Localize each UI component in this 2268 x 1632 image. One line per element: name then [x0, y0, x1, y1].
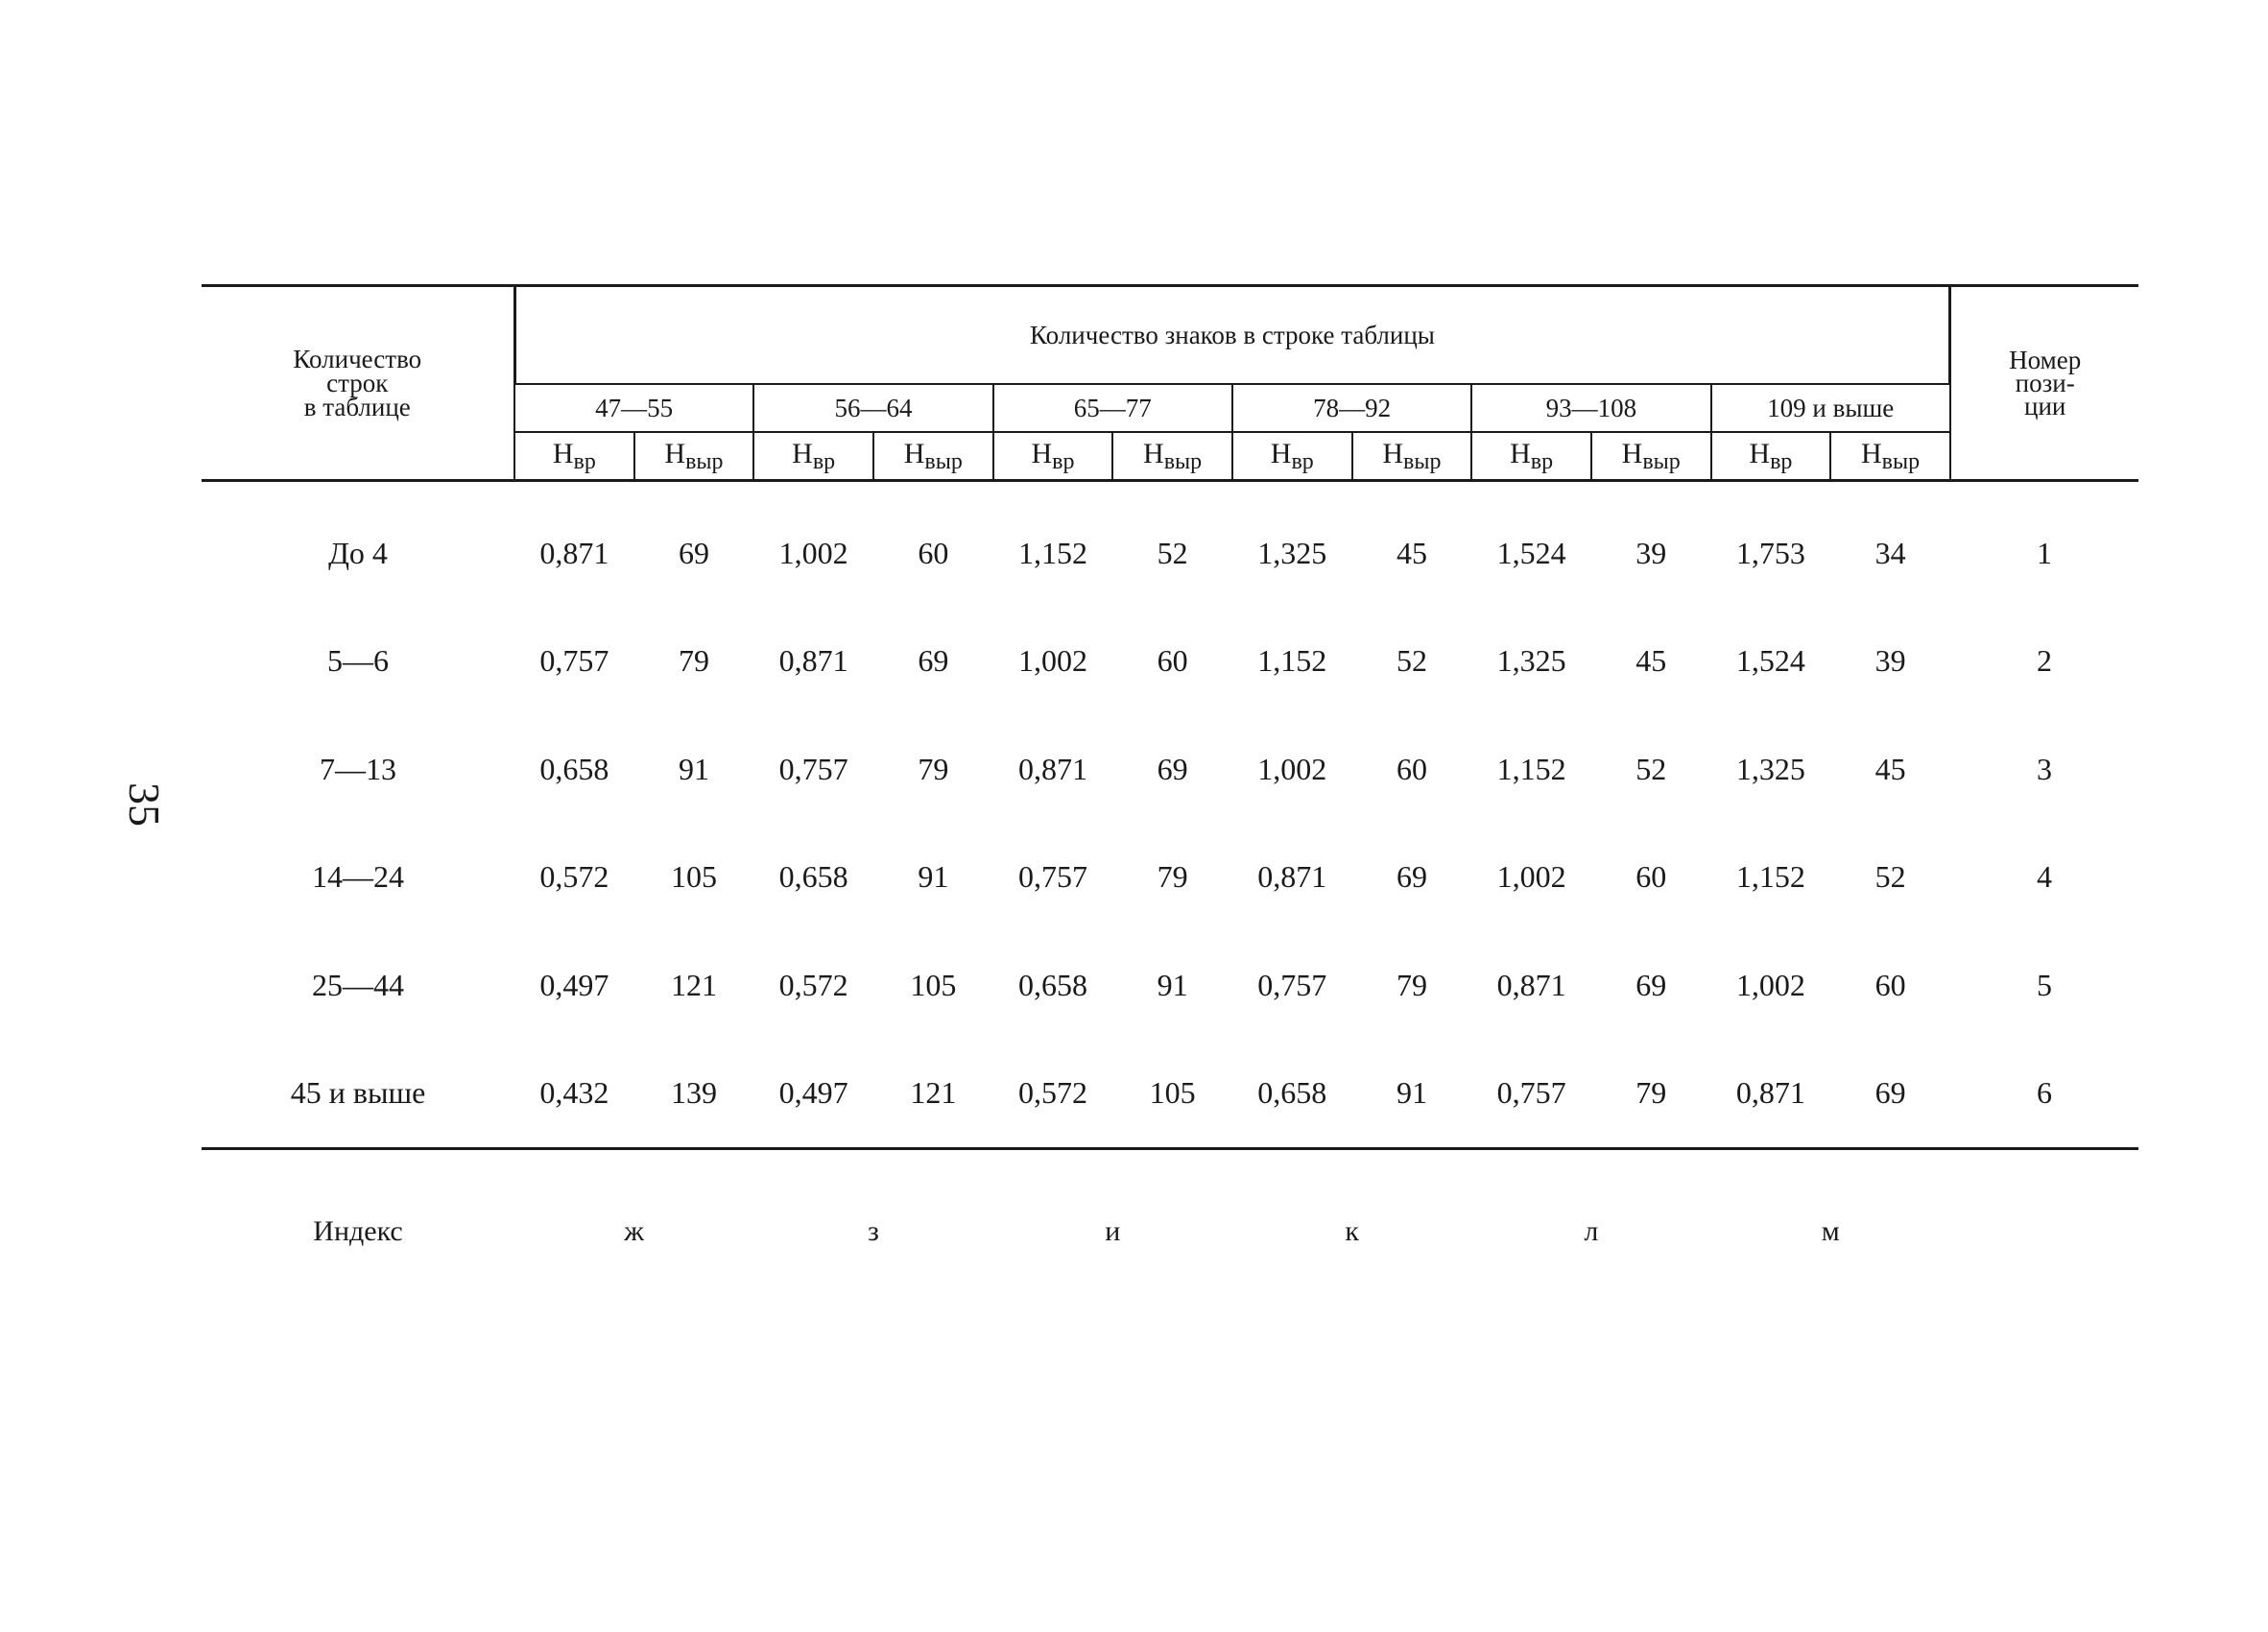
unit-main: Н — [1031, 437, 1053, 469]
cell-position: 5 — [2036, 967, 2052, 1002]
cell-vyr: 91 — [1396, 1075, 1427, 1111]
cell-vyr: 45 — [1396, 535, 1427, 570]
unit-sub: выр — [685, 448, 724, 474]
cell-vyr: 91 — [1157, 967, 1188, 1002]
cell-vyr: 105 — [910, 967, 957, 1002]
unit-header-vyr — [1830, 432, 1950, 481]
cell-vr: 0,658 — [1017, 967, 1087, 1002]
stub-header-line-2: строк — [326, 368, 389, 397]
cell-vr: 0,658 — [1257, 1075, 1327, 1111]
page-number: 35 — [120, 782, 169, 827]
cell-vyr: 60 — [918, 535, 949, 570]
index-letter: з — [753, 1149, 992, 1314]
cell-vyr: 121 — [671, 967, 717, 1002]
cell-vyr: 60 — [1874, 967, 1906, 1002]
cell-vyr: 69 — [1635, 967, 1667, 1002]
unit-sub: выр — [1642, 448, 1681, 474]
cell-vr: 1,152 — [1735, 859, 1805, 895]
cell-vr: 1,002 — [1017, 643, 1087, 679]
table-row — [202, 824, 2138, 932]
stub-header — [202, 286, 514, 481]
cell-vyr: 79 — [1157, 859, 1188, 895]
cell-vr: 0,572 — [1017, 1075, 1087, 1111]
unit-sub: выр — [1163, 448, 1203, 474]
unit-main: Н — [1861, 437, 1882, 469]
stub-header-line-1: Количество — [293, 344, 422, 373]
position-header-line-2: пози- — [2015, 369, 2075, 397]
cell-vyr: 52 — [1396, 643, 1427, 679]
cell-vyr: 69 — [1874, 1075, 1906, 1111]
cell-position: 3 — [2036, 751, 2052, 786]
unit-main: Н — [903, 437, 925, 469]
range-header: 93—108 — [1471, 384, 1710, 432]
stub-header-line-3: в таблице — [303, 392, 411, 421]
index-letter: ж — [514, 1149, 753, 1314]
unit-header-vr — [993, 432, 1113, 481]
unit-sub: вр — [1770, 448, 1793, 474]
index-row — [202, 1149, 2138, 1314]
cell-vr: 0,871 — [1017, 751, 1087, 786]
cell-vyr: 91 — [918, 859, 949, 895]
unit-header-vr — [753, 432, 873, 481]
cell-vr: 1,325 — [1257, 535, 1327, 570]
row-label: 45 и выше — [290, 1075, 426, 1111]
cell-vyr: 79 — [918, 751, 949, 786]
cell-vr: 1,002 — [778, 535, 848, 570]
unit-header-vr — [514, 432, 634, 481]
index-empty-cell — [1950, 1149, 2138, 1314]
cell-vr: 0,757 — [1017, 859, 1087, 895]
range-header: 47—55 — [514, 384, 753, 432]
cell-vr: 0,757 — [1257, 967, 1327, 1002]
cell-vr: 0,572 — [778, 967, 848, 1002]
cell-vyr: 69 — [1157, 751, 1188, 786]
cell-vyr: 91 — [679, 751, 709, 786]
cell-position: 6 — [2036, 1075, 2052, 1111]
unit-sub: вр — [1291, 448, 1314, 474]
unit-header-vyr — [634, 432, 754, 481]
unit-sub: вр — [573, 448, 596, 474]
cell-vyr: 60 — [1396, 751, 1427, 786]
cell-vr: 1,753 — [1735, 535, 1805, 570]
range-header: 78—92 — [1232, 384, 1471, 432]
unit-main: Н — [664, 437, 686, 469]
cell-vyr: 121 — [910, 1075, 957, 1111]
cell-vyr: 105 — [671, 859, 717, 895]
cell-vyr: 79 — [679, 643, 709, 679]
unit-sub: выр — [1403, 448, 1442, 474]
row-label: До 4 — [328, 535, 388, 570]
index-letter: м — [1711, 1149, 1950, 1314]
cell-vr: 1,325 — [1496, 643, 1566, 679]
unit-header-vr — [1471, 432, 1591, 481]
range-header: 65—77 — [993, 384, 1232, 432]
norms-table — [202, 284, 2138, 1313]
cell-vr: 1,325 — [1735, 751, 1805, 786]
cell-vr: 0,432 — [539, 1075, 609, 1111]
table-row — [202, 715, 2138, 824]
cell-vr: 0,871 — [1257, 859, 1327, 895]
cell-vr: 0,497 — [539, 967, 609, 1002]
position-header-line-3: ции — [2024, 392, 2066, 420]
unit-sub: выр — [1881, 448, 1921, 474]
unit-header-vyr — [1591, 432, 1711, 481]
cell-vyr: 69 — [1396, 859, 1427, 895]
unit-sub: вр — [812, 448, 836, 474]
cell-position: 4 — [2036, 859, 2052, 895]
range-header: 109 и выше — [1711, 384, 1950, 432]
cell-vyr: 139 — [671, 1075, 717, 1111]
unit-header-vyr — [873, 432, 993, 481]
index-letter: к — [1232, 1149, 1471, 1314]
cell-vr: 0,658 — [778, 859, 848, 895]
unit-main: Н — [792, 437, 813, 469]
cell-vr: 0,757 — [539, 643, 609, 679]
table-row — [202, 481, 2138, 608]
row-label: 25—44 — [312, 967, 404, 1002]
cell-vyr: 60 — [1157, 643, 1188, 679]
table-body — [202, 481, 2138, 1149]
row-label: 5—6 — [327, 643, 389, 679]
unit-main: Н — [1382, 437, 1404, 469]
unit-header-vyr — [1112, 432, 1232, 481]
cell-vyr: 34 — [1874, 535, 1906, 570]
position-header-line-1: Номер — [2009, 346, 2082, 374]
cell-vr: 1,152 — [1496, 751, 1566, 786]
cell-vr: 0,658 — [539, 751, 609, 786]
cell-vr: 0,871 — [539, 535, 609, 570]
cell-vr: 1,002 — [1735, 967, 1805, 1002]
cell-position: 1 — [2036, 535, 2052, 570]
row-label: 14—24 — [312, 859, 404, 895]
chars-per-row-header: Количество знаков в строке таблицы — [514, 286, 1950, 385]
cell-vyr: 45 — [1874, 751, 1906, 786]
cell-vr: 1,524 — [1735, 643, 1805, 679]
table-row — [202, 931, 2138, 1040]
unit-sub: вр — [1530, 448, 1554, 474]
cell-vyr: 45 — [1635, 643, 1667, 679]
cell-vyr: 39 — [1874, 643, 1906, 679]
unit-main: Н — [1510, 437, 1531, 469]
table-row — [202, 1040, 2138, 1149]
unit-main: Н — [1749, 437, 1771, 469]
cell-vyr: 69 — [679, 535, 709, 570]
unit-header-vr — [1232, 432, 1352, 481]
unit-header-vyr — [1352, 432, 1472, 481]
norms-table-container — [202, 284, 2138, 1313]
cell-vyr: 39 — [1635, 535, 1667, 570]
unit-main: Н — [1143, 437, 1164, 469]
table-row — [202, 608, 2138, 716]
unit-main: Н — [1270, 437, 1292, 469]
row-label: 7—13 — [320, 751, 396, 786]
cell-vr: 0,871 — [1496, 967, 1566, 1002]
cell-position: 2 — [2036, 643, 2052, 679]
unit-sub: вр — [1052, 448, 1075, 474]
cell-vr: 0,757 — [778, 751, 848, 786]
cell-vr: 1,152 — [1257, 643, 1327, 679]
index-label: Индекс — [202, 1149, 514, 1314]
cell-vr: 0,497 — [778, 1075, 848, 1111]
index-letter: л — [1471, 1149, 1710, 1314]
cell-vr: 1,002 — [1257, 751, 1327, 786]
index-letter: и — [993, 1149, 1232, 1314]
unit-sub: выр — [924, 448, 963, 474]
cell-vyr: 52 — [1874, 859, 1906, 895]
cell-vr: 0,757 — [1496, 1075, 1566, 1111]
unit-main: Н — [1621, 437, 1643, 469]
unit-main: Н — [552, 437, 574, 469]
cell-vr: 0,871 — [778, 643, 848, 679]
cell-vyr: 79 — [1396, 967, 1427, 1002]
cell-vyr: 105 — [1149, 1075, 1196, 1111]
cell-vr: 1,002 — [1496, 859, 1566, 895]
cell-vr: 0,572 — [539, 859, 609, 895]
cell-vyr: 69 — [918, 643, 949, 679]
cell-vyr: 79 — [1635, 1075, 1667, 1111]
unit-header-vr — [1711, 432, 1831, 481]
cell-vyr: 60 — [1635, 859, 1667, 895]
cell-vr: 1,152 — [1017, 535, 1087, 570]
range-header: 56—64 — [753, 384, 992, 432]
cell-vyr: 52 — [1635, 751, 1667, 786]
cell-vr: 0,871 — [1735, 1075, 1805, 1111]
cell-vr: 1,524 — [1496, 535, 1566, 570]
position-header — [1950, 286, 2138, 481]
cell-vyr: 52 — [1157, 535, 1188, 570]
